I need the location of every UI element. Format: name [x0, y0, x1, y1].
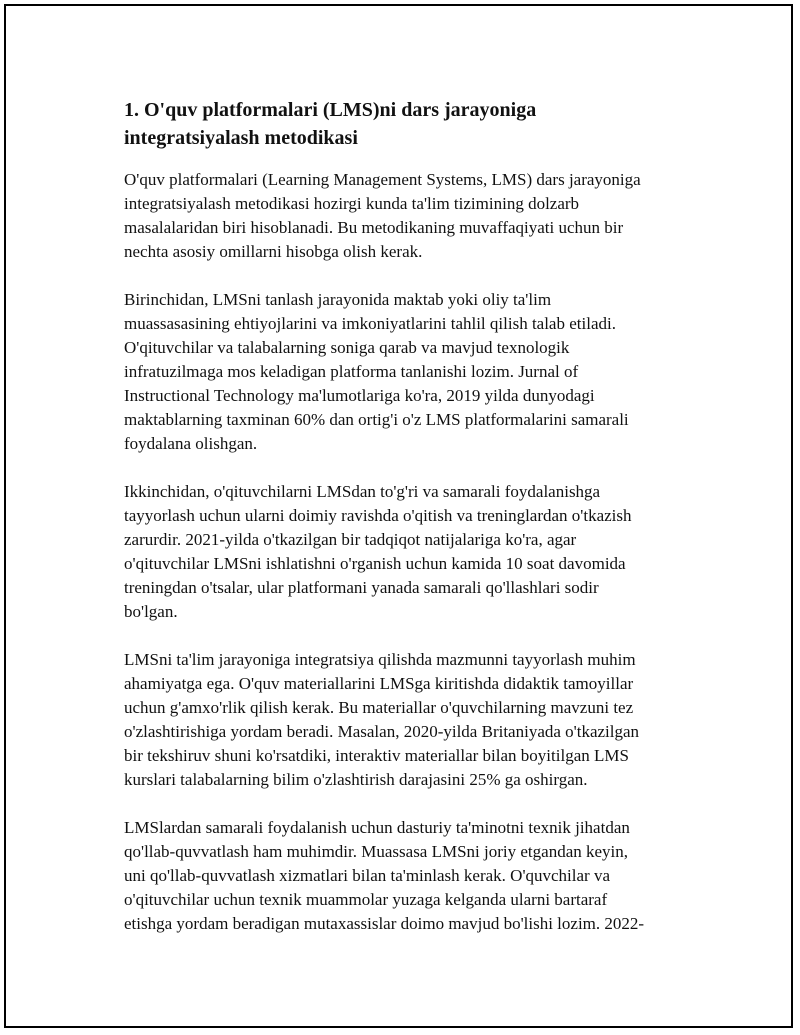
- text-line: muassasasining ehtiyojlarini va imkoniyatlarini tahlil qilish talab etiladi.: [124, 314, 616, 333]
- text-line: nechta asosiy omillarni hisobga olish kerak.: [124, 242, 423, 261]
- page-frame: [4, 4, 793, 1028]
- document-body: [124, 96, 694, 960]
- text-line: uchun g'amxo'rlik qilish kerak. Bu materiallar o'quvchilarning mavzuni tez: [124, 698, 634, 717]
- text-line: ahamiyatga ega. O'quv materiallarini LMSga kiritishda didaktik tamoyillar: [124, 674, 634, 693]
- text-line: o'qituvchilar LMSni ishlatishni o'rganish uchun kamida 10 soat davomida: [124, 554, 626, 573]
- text-line: integratsiyalash metodikasi hozirgi kunda ta'lim tizimining dolzarb: [124, 194, 580, 213]
- section-heading: [124, 96, 694, 152]
- text-line: uni qo'llab-quvvatlash xizmatlari bilan ta'minlash kerak. O'quvchilar va: [124, 866, 610, 885]
- text-line: foydalana olishgan.: [124, 434, 258, 453]
- text-line: Ikkinchidan, o'qituvchilarni LMSdan to'g'ri va samarali foydalanishga: [124, 482, 601, 501]
- text-line: masalalaridan biri hisoblanadi. Bu metodikaning muvaffaqiyati uchun bir: [124, 218, 624, 237]
- paragraph-2: [124, 288, 694, 456]
- text-line: zarurdir. 2021-yilda o'tkazilgan bir tadqiqot natijalariga ko'ra, agar: [124, 530, 577, 549]
- text-line: bir tekshiruv shuni ko'rsatdiki, interaktiv materiallar bilan boyitilgan LMS: [124, 746, 629, 765]
- text-line: infratuzilmaga mos keladigan platforma tanlanishi lozim. Jurnal of: [124, 362, 579, 381]
- text-line: kurslari talabalarning bilim o'zlashtirish darajasini 25% ga oshirgan.: [124, 770, 588, 789]
- text-line: o'qituvchilar uchun texnik muammolar yuzaga kelganda ularni bartaraf: [124, 890, 608, 909]
- text-line: Instructional Technology ma'lumotlariga ko'ra, 2019 yilda dunyodagi: [124, 386, 595, 405]
- text-line: etishga yordam beradigan mutaxassislar doimo mavjud bo'lishi lozim. 2022-: [124, 914, 645, 933]
- text-line: tayyorlash uchun ularni doimiy ravishda o'qitish va treninglardan o'tkazish: [124, 506, 632, 525]
- text-line: qo'llab-quvvatlash ham muhimdir. Muassasa LMSni joriy etgandan keyin,: [124, 842, 629, 861]
- paragraph-3: [124, 480, 694, 624]
- text-line: treningdan o'tsalar, ular platformani yanada samarali qo'llashlari sodir: [124, 578, 599, 597]
- text-line: maktablarning taxminan 60% dan ortig'i o'z LMS platformalarini samarali: [124, 410, 629, 429]
- text-line: LMSlardan samarali foydalanish uchun dasturiy ta'minotni texnik jihatdan: [124, 818, 630, 837]
- text-line: LMSni ta'lim jarayoniga integratsiya qilishda mazmunni tayyorlash muhim: [124, 650, 636, 669]
- text-line: bo'lgan.: [124, 602, 178, 621]
- text-line: Birinchidan, LMSni tanlash jarayonida maktab yoki oliy ta'lim: [124, 290, 552, 309]
- paragraph-5: [124, 816, 694, 936]
- text-line: O'quv platformalari (Learning Management Systems, LMS) dars jarayoniga: [124, 170, 641, 189]
- text-line: O'qituvchilar va talabalarning soniga qarab va mavjud texnologik: [124, 338, 570, 357]
- paragraph-4: [124, 648, 694, 792]
- paragraph-1: [124, 168, 694, 264]
- heading-line: 1. O'quv platformalari (LMS)ni dars jarayoniga: [124, 99, 537, 121]
- heading-line: integratsiyalash metodikasi: [124, 127, 358, 149]
- text-line: o'zlashtirishiga yordam beradi. Masalan, 2020-yilda Britaniyada o'tkazilgan: [124, 722, 640, 741]
